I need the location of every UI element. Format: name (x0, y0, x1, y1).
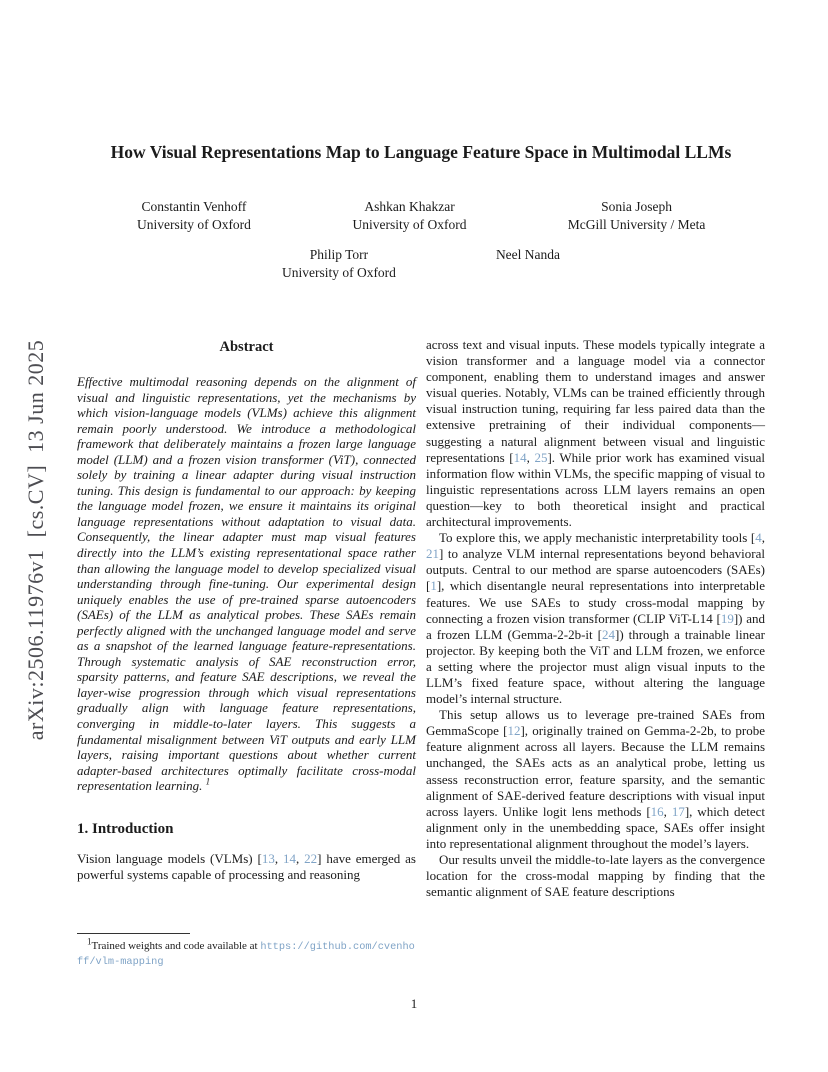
text-run: , (526, 449, 535, 465)
citation-link[interactable]: 16 (650, 803, 664, 819)
paper-title: How Visual Representations Map to Language Feature Space in Multimodal LLMs (110, 142, 732, 162)
section-heading-introduction: 1. Introduction (77, 820, 174, 837)
author-block (311, 198, 508, 233)
text-run: Vision language models (VLMs) [ (77, 850, 262, 866)
text-run: Our results unveil the middle-to-late layers as the convergence location for the cross-modal mapping by finding that the semantic alignment of SAE feature descriptions (426, 852, 765, 900)
text-run: Effective multimodal reasoning depends on the alignment of visual and linguistic representations, yet the mechanisms by which vision-language models (VLMs) achieve this alignment remain poorly understood. We introduce a methodological framework that deliberately maintains a frozen large language model (LLM) and a frozen vision transformer (ViT), connected solely by training a linear adapter during visual instruction tuning. This design is fundamental to our approach: by keeping the language model frozen, we ensure it maintains its original language representations without adaptation to visual data. Consequently, the linear adapter must map visual features directly into the LLM’s existing representational space rather than allowing the language model to develop specialized visual understanding through fine-tuning. Our experimental design uniquely enables the use of pre-trained sparse autoencoders (SAEs) of the LLM as analytical probes. These SAEs remain perfectly aligned with the unchanged language model and serve as a snapshot of the learned language feature-representations. Through systematic analysis of SAE reconstruction error, sparsity patterns, and feature SAE descriptions, we reveal the layer-wise progression through which visual representations gradually align with language feature representations, converging in middle-to-later layers. This suggests a fundamental misalignment between ViT outputs and early LLM layers, raising important questions about whether current adapter-based architectures optimally facilitate cross-modal representation learning. (77, 374, 416, 794)
abstract-heading: Abstract (219, 339, 274, 355)
footnote-url-link[interactable]: https://github.com/cvenhoff/vlm-mapping (77, 941, 415, 968)
two-column-body (77, 337, 765, 969)
footnote-marker-ref: 1 (205, 776, 211, 787)
text-run: ]. While prior work has examined visual information flow within VLMs, the specific mapping of visual to linguistic representations across LLM layers remains an open question—key to both theoretical insight and practical architectural improvements. (426, 449, 765, 530)
body-paragraph (426, 337, 765, 530)
author-name: Constantin Venhoff (141, 199, 247, 214)
citation-link[interactable]: 4 (755, 530, 762, 546)
text-run: This setup allows us to leverage pre-trained SAEs from GemmaScope [ (426, 707, 765, 739)
text-run: ], originally trained on Gemma-2-2b, to probe feature alignment across all layers. Because the LLM remains unchanged, the SAEs acts as an analytical probe, letting us assess reconstruction error, feature sparsity, and the semantic alignment of SAE-derived feature descriptions with visual input across layers. Unlike logit lens methods [ (426, 723, 765, 819)
page-number: 1 (410, 996, 418, 1011)
text-run: ], which disentangle neural representations into interpretable features. We use SAEs to study cross-modal mapping by connecting a frozen vision transformer (CLIP ViT-L14 [ (426, 578, 765, 626)
author-block (496, 246, 560, 281)
author-affiliation: University of Oxford (352, 216, 467, 232)
text-run: , (663, 803, 672, 819)
author-block (77, 198, 311, 233)
body-paragraph (426, 852, 765, 900)
text-run: , (295, 850, 305, 866)
text-run: ] to analyze VLM internal representations beyond behavioral outputs. Central to our method are sparse autoencoders (SAEs) [ (426, 546, 765, 594)
footnote (77, 933, 416, 969)
authors-row-1 (77, 198, 765, 233)
text-run: To explore this, we apply mechanistic interpretability tools [ (439, 530, 756, 546)
citation-link[interactable]: 19 (720, 610, 734, 626)
text-run: ]) and a frozen LLM (Gemma-2-2b-it [ (426, 610, 765, 642)
footnote-rule (77, 933, 190, 934)
left-column (77, 337, 416, 969)
author-affiliation: University of Oxford (281, 264, 396, 280)
authors-row-2 (77, 246, 765, 281)
author-affiliation: McGill University / Meta (567, 216, 706, 232)
author-name: Neel Nanda (495, 247, 561, 262)
footnote-marker: 1 (87, 936, 92, 947)
text-run: , (761, 530, 765, 546)
author-affiliation: University of Oxford (136, 216, 251, 232)
body-paragraph (426, 530, 765, 707)
citation-link[interactable]: 24 (602, 626, 615, 642)
footnote-text: Trained weights and code available at (91, 940, 261, 952)
citation-link[interactable]: 12 (507, 723, 521, 739)
author-block (508, 198, 765, 233)
author-block (282, 246, 396, 281)
citation-link[interactable]: 13 (261, 850, 275, 866)
citation-link[interactable]: 22 (304, 850, 318, 866)
text-run: ]) through a trainable linear projector. By keeping both the ViT and LLM frozen, we enforce a setting where the projector must align visual inputs to the LLM’s fixed feature space, without altering the language model’s internal structure. (426, 626, 765, 707)
citation-link[interactable]: 14 (282, 850, 296, 866)
author-name: Philip Torr (309, 247, 369, 262)
arxiv-watermark: arXiv:2506.11976v1 [cs.CV] 13 Jun 2025 (23, 339, 48, 741)
introduction-paragraph (77, 851, 416, 883)
citation-link[interactable]: 17 (671, 803, 685, 819)
right-column (426, 337, 765, 969)
text-run: across text and visual inputs. These models typically integrate a vision transformer and a language model via a connector component, enabling them to understand images and answer visual queries. Notably, VLMs can be trained efficiently through visual instruction tuning, requiring far less paired data than the extensive pretraining of their individual components—suggesting a natural alignment between visual and linguistic representations [ (426, 337, 765, 465)
text-run: ], which detect alignment only in the unembedding space, SAEs offer insight into representational alignment throughout the model’s layers. (426, 803, 765, 851)
citation-link[interactable]: 1 (430, 578, 437, 594)
text-run: ] have emerged as powerful systems capable of processing and reasoning (77, 850, 416, 882)
body-paragraph (426, 707, 765, 852)
author-name: Ashkan Khakzar (364, 199, 455, 214)
text-run: , (274, 850, 283, 866)
author-name: Sonia Joseph (601, 199, 672, 214)
citation-link[interactable]: 14 (513, 449, 527, 465)
paper-header (77, 0, 765, 281)
citation-link[interactable]: 21 (426, 546, 439, 562)
citation-link[interactable]: 25 (534, 449, 548, 465)
abstract-text (77, 374, 416, 794)
